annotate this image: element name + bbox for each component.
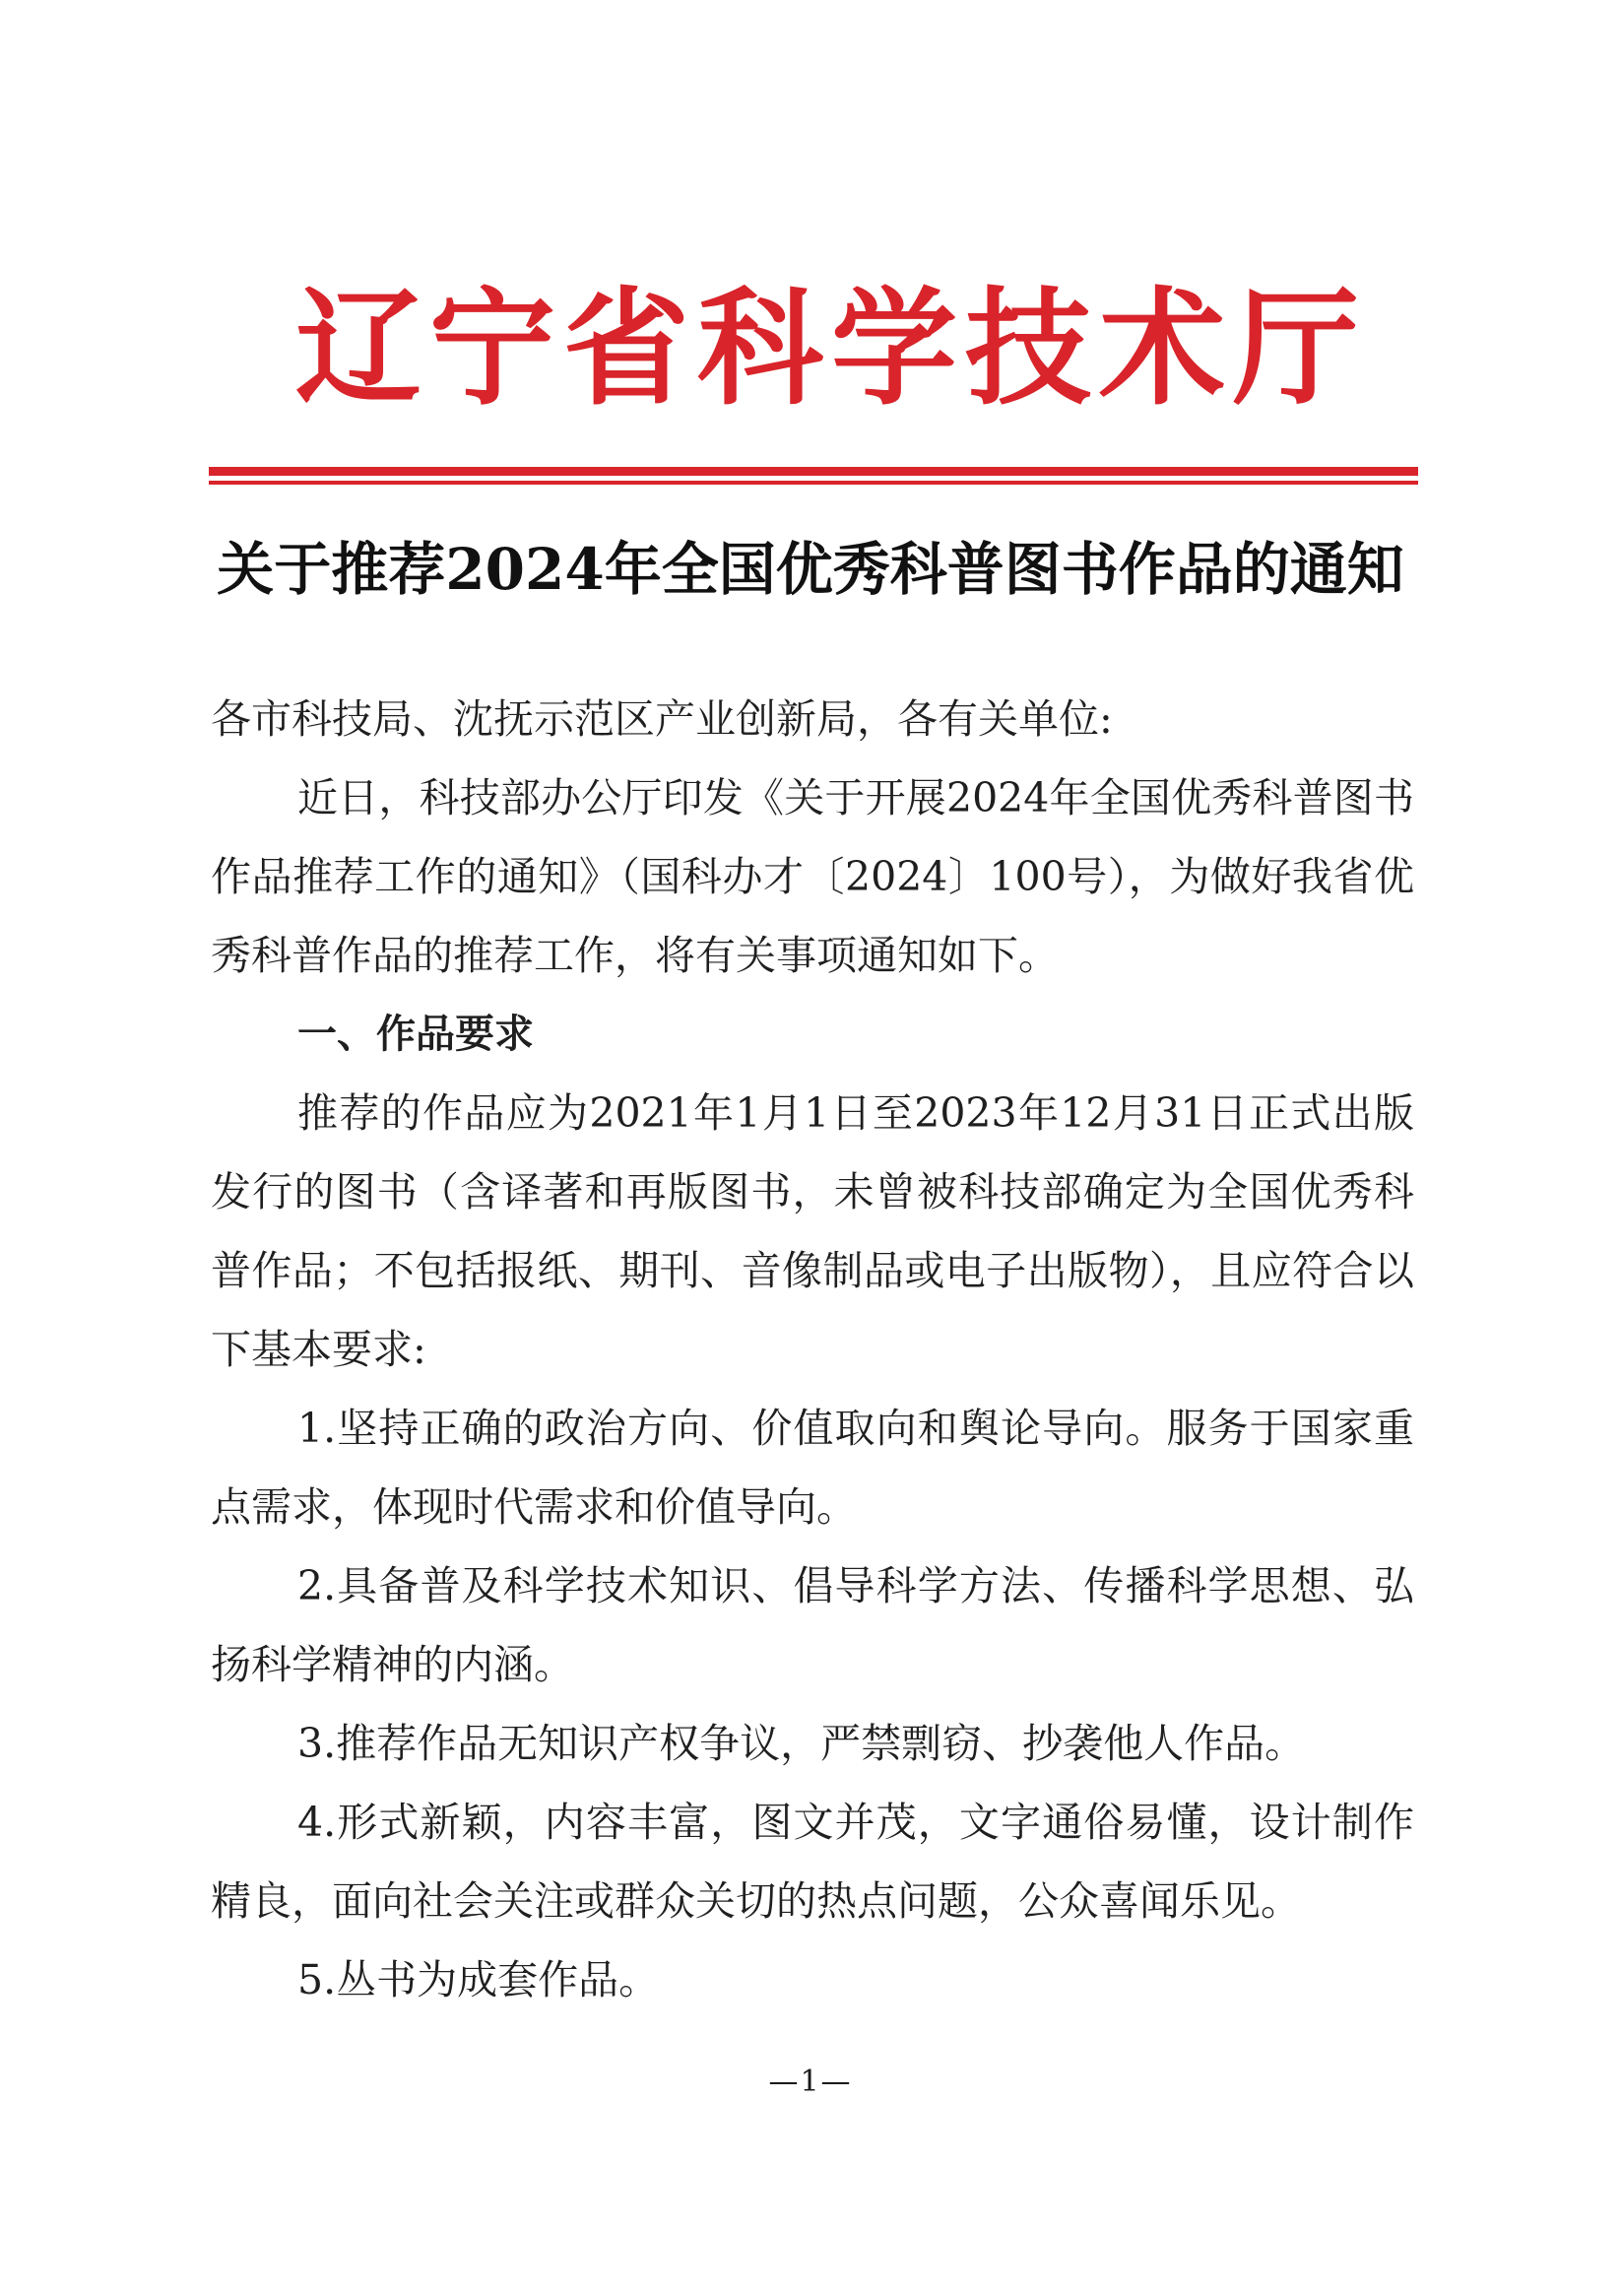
letterhead-rule-thin <box>209 481 1418 485</box>
letterhead-rule-thick <box>209 467 1418 476</box>
section-intro-paragraph: 推荐的作品应为2021年1月1日至2023年12月31日正式出版发行的图书（含译著和再版图书，未曾被科技部确定为全国优秀科普作品；不包括报纸、期刊、音像制品或电子出版物），且应符合以下基本要求: <box>211 1089 1414 1373</box>
page-number: —1— <box>768 2065 853 2099</box>
requirement-item: 4.形式新颖，内容丰富，图文并茂，文字通俗易懂，设计制作精良，面向社会关注或群众关切的热点问题，公众喜闻乐见。 <box>211 1799 1414 1925</box>
requirement-item: 3.推荐作品无知识产权争议，严禁剽窃、抄袭他人作品。 <box>297 1720 1306 1767</box>
requirement-item: 5.丛书为成套作品。 <box>297 1956 660 2003</box>
document-title: 关于推荐2024年全国优秀科普图书作品的通知 <box>217 536 1404 603</box>
org-letterhead: 辽宁省科学技术厅 <box>295 275 1368 423</box>
section-heading: 一、作品要求 <box>297 1012 534 1057</box>
requirement-item: 2.具备普及科学技术知识、倡导科学方法、传播科学思想、弘扬科学精神的内涵。 <box>211 1562 1414 1688</box>
intro-paragraph: 近日，科技部办公厅印发《关于开展2024年全国优秀科普图书作品推荐工作的通知》（国科办才〔2024〕100号），为做好我省优秀科普作品的推荐工作，将有关事项通知如下。 <box>211 774 1414 979</box>
requirement-item: 1.坚持正确的政治方向、价值取向和舆论导向。服务于国家重点需求，体现时代需求和价值导向。 <box>211 1405 1414 1531</box>
document-body <box>211 680 1414 2019</box>
salutation: 各市科技局、沈抚示范区产业创新局，各有关单位: <box>211 695 1113 743</box>
